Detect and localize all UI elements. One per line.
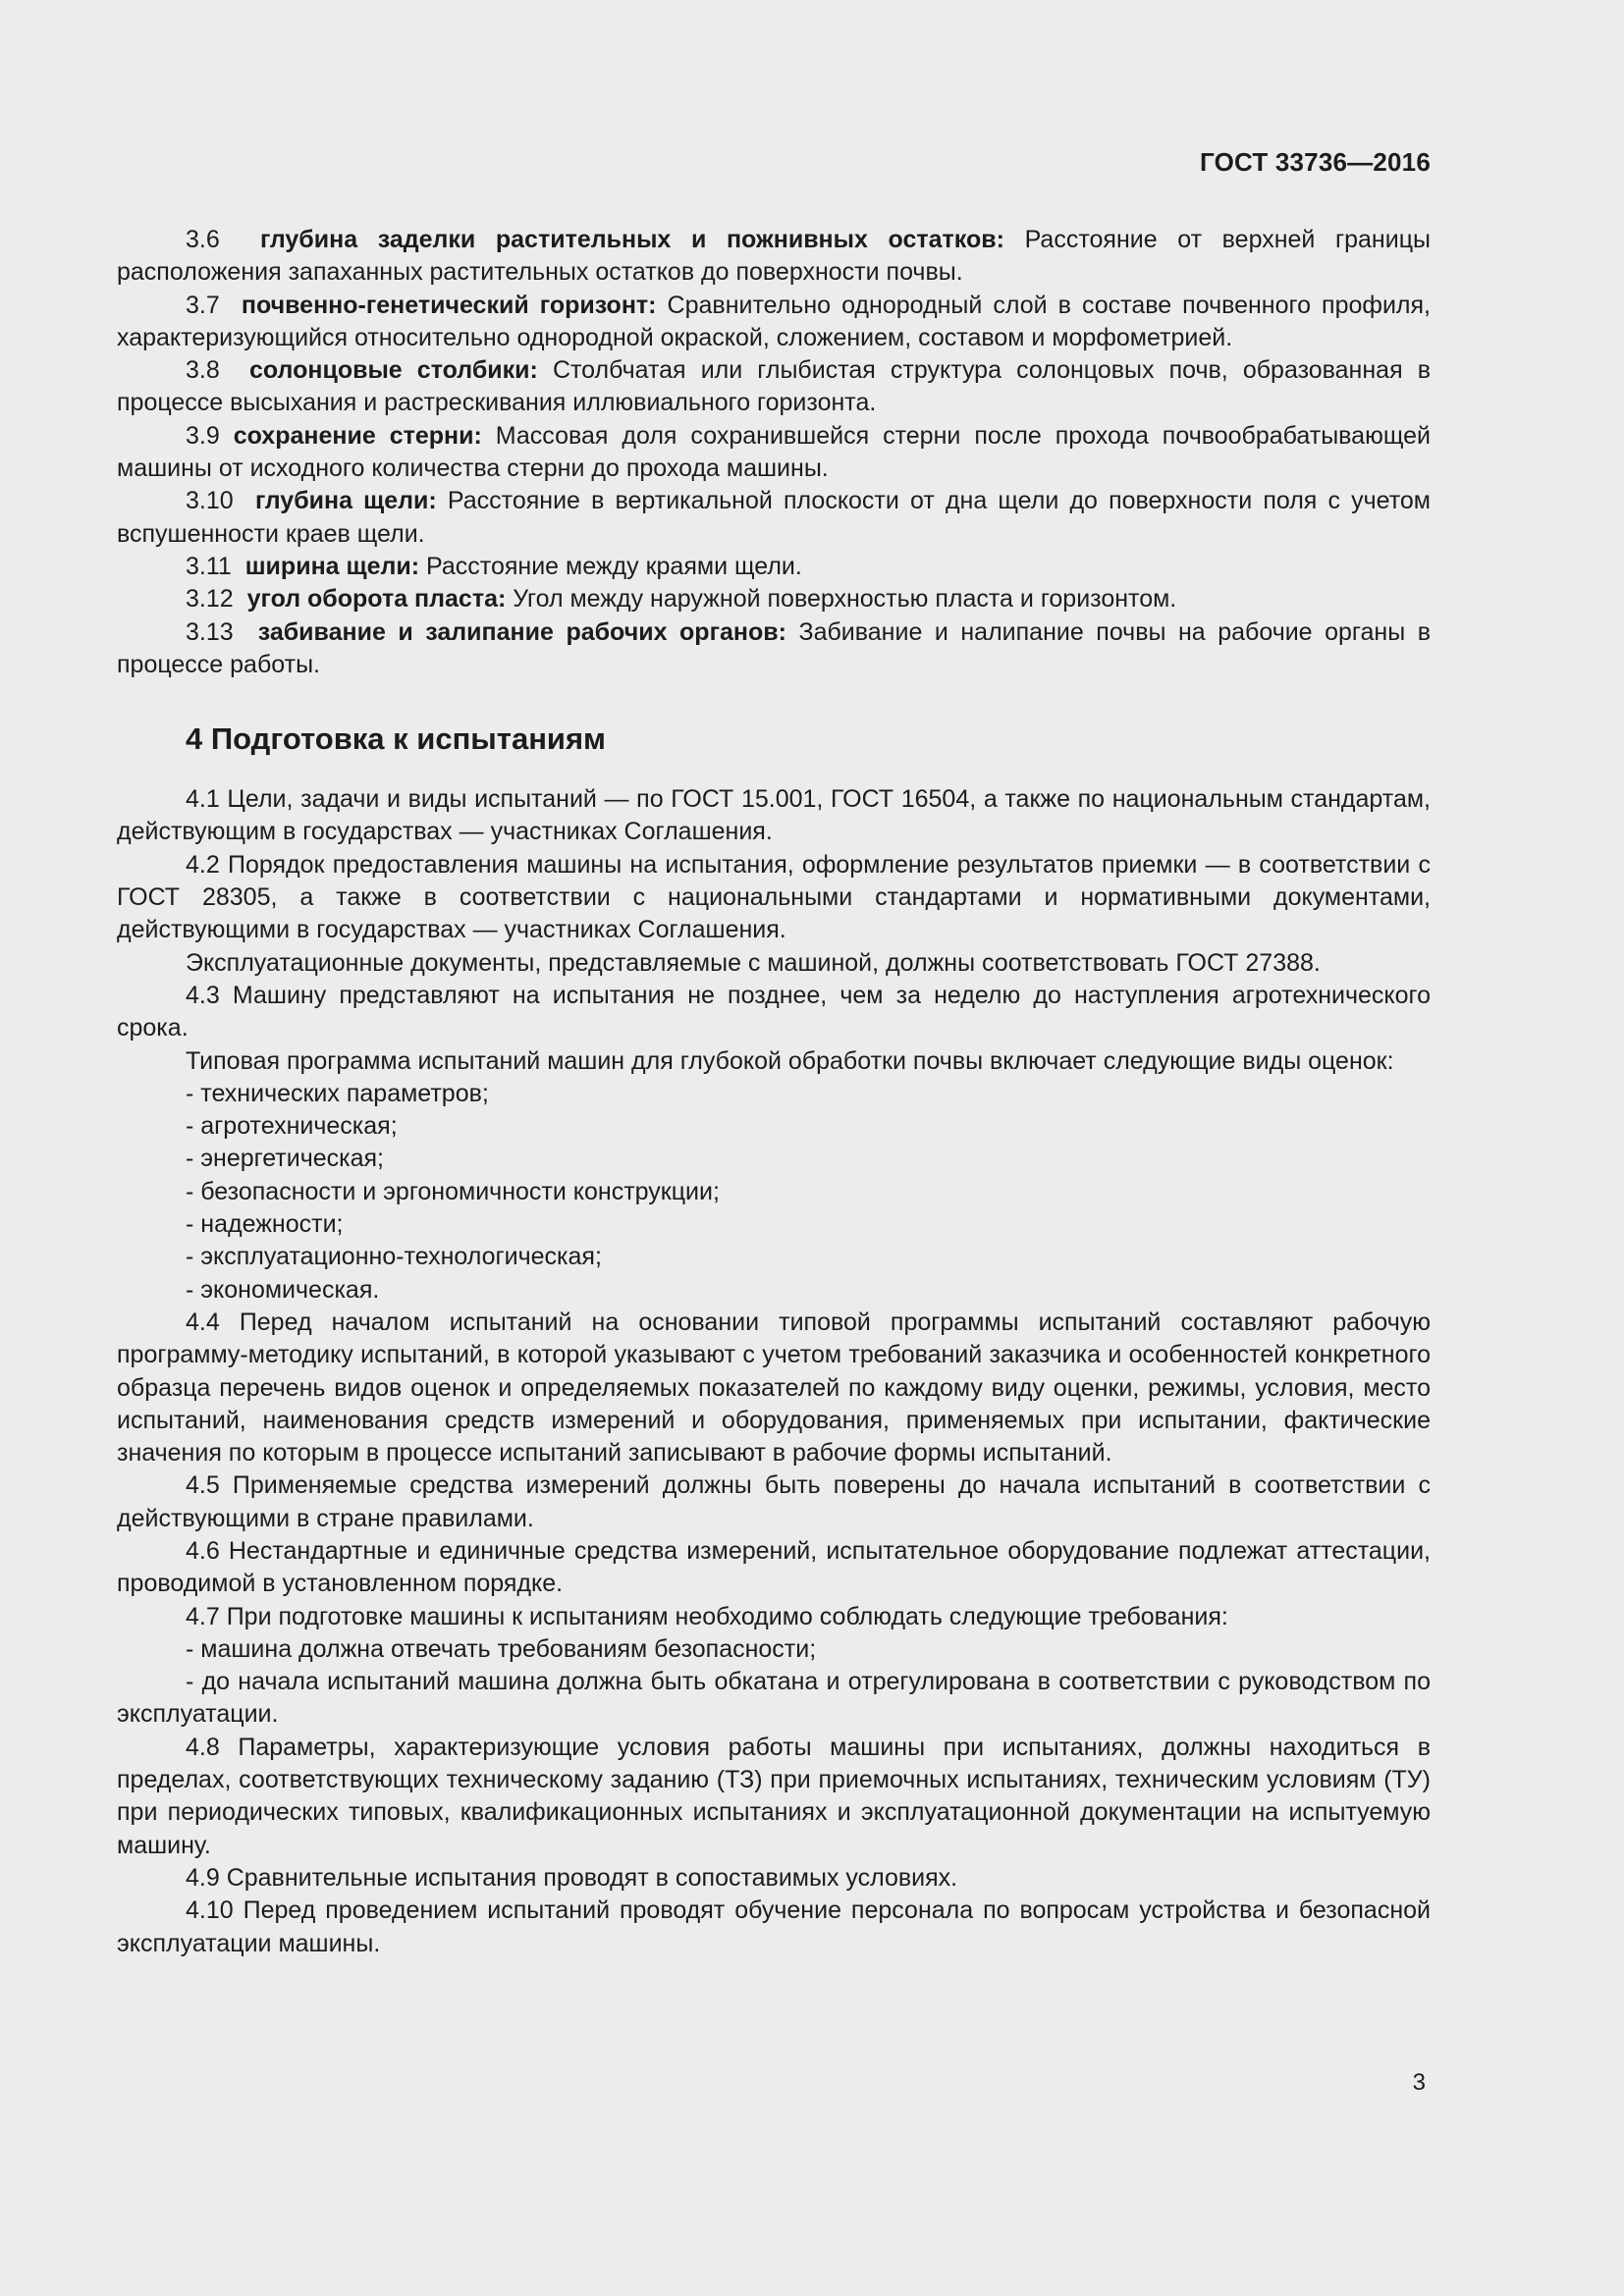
term-number: 3.9 xyxy=(186,421,220,450)
term-3-9 xyxy=(117,420,1431,486)
document-header-id: ГОСТ 33736—2016 xyxy=(1200,147,1431,177)
term-name: угол оборота пласта: xyxy=(246,585,507,614)
term-number: 3.11 xyxy=(186,552,232,580)
page-number: 3 xyxy=(1412,2069,1426,2096)
paragraph-4-2: 4.2 Порядок предоставления машины на испытания, оформление результатов приемки — в соответствии с ГОСТ 28305, а также в соответствии с национальными стандартами и нормативными документами, действующими в государствах — участниках Соглашения. xyxy=(117,850,1431,944)
list-item: - экономическая. xyxy=(186,1275,380,1304)
term-definition: Угол между наружной поверхностью пласта и горизонтом. xyxy=(513,585,1177,614)
term-number: 3.10 xyxy=(186,487,234,515)
term-definition: Забивание и налипание почвы на рабочие органы в процессе работы. xyxy=(117,617,1431,678)
paragraph-4-9: 4.9 Сравнительные испытания проводят в сопоставимых условиях. xyxy=(186,1863,958,1892)
term-number: 3.12 xyxy=(186,585,234,614)
term-number: 3.13 xyxy=(186,617,234,646)
term-name: почвенно-генетический горизонт: xyxy=(241,291,657,319)
list-item: - эксплуатационно-технологическая; xyxy=(186,1243,602,1271)
term-3-6 xyxy=(117,224,1431,290)
paragraph-4-10: 4.10 Перед проведением испытаний проводят обучение персонала по вопросам устройства и безопасной эксплуатации машины. xyxy=(117,1896,1431,1957)
paragraph-4-2-continued: Эксплуатационные документы, представляемые с машиной, должны соответствовать ГОСТ 27388. xyxy=(186,948,1321,977)
term-name: ширина щели: xyxy=(244,552,420,580)
term-number: 3.6 xyxy=(186,226,220,253)
paragraph-4-8: 4.8 Параметры, характеризующие условия работы машины при испытаниях, должны находиться в пределах, соответствующих техническому заданию (ТЗ) при приемочных испытаниях, техническим условиям (ТУ) при периодических типовых, квалификационных испытаниях и эксплуатационной документации на испытуемую машину. xyxy=(117,1733,1431,1859)
paragraph-4-3-continued: Типовая программа испытаний машин для глубокой обработки почвы включает следующие виды оценок: xyxy=(186,1046,1394,1075)
list-item: - технических параметров; xyxy=(186,1079,489,1107)
term-3-8 xyxy=(117,354,1431,420)
term-name: забивание и залипание рабочих органов: xyxy=(257,617,786,646)
term-name: глубина заделки растительных и пожнивных остатков: xyxy=(260,226,1004,253)
term-3-12 xyxy=(117,583,1431,615)
list-item: - надежности; xyxy=(186,1210,344,1239)
term-definition: Расстояние от верхней границы расположения запаханных растительных остатков до поверхности почвы. xyxy=(117,226,1431,287)
list-item: - безопасности и эргономичности конструкции; xyxy=(186,1177,720,1205)
term-3-10 xyxy=(117,485,1431,551)
term-number: 3.7 xyxy=(186,291,220,319)
list-item: - до начала испытаний машина должна быть обкатана и отрегулирована в соответствии с руководством по эксплуатации. xyxy=(117,1668,1431,1729)
list-item: - энергетическая; xyxy=(186,1145,385,1173)
term-definition: Сравнительно однородный слой в составе почвенного профиля, характеризующийся относительно однородной окраской, сложением, составом и морфометрией. xyxy=(117,291,1431,351)
term-definition: Расстояние между краями щели. xyxy=(426,552,802,580)
section-4-title: 4 Подготовка к испытаниям xyxy=(186,721,606,757)
term-definition: Расстояние в вертикальной плоскости от дна щели до поверхности поля с учетом вспушенности краев щели. xyxy=(117,487,1431,548)
term-definition: Массовая доля сохранившейся стерни после прохода почвообрабатывающей машины от исходного количества стерни до прохода машины. xyxy=(117,421,1431,483)
term-name: солонцовые столбики: xyxy=(248,356,538,385)
term-3-11 xyxy=(117,551,1431,583)
evaluation-types-list xyxy=(117,1078,1431,1307)
term-name: сохранение стерни: xyxy=(233,421,482,450)
paragraph-4-6: 4.6 Нестандартные и единичные средства измерений, испытательное оборудование подлежат аттестации, проводимой в установленном порядке. xyxy=(117,1536,1431,1598)
paragraph-4-7: 4.7 При подготовке машины к испытаниям необходимо соблюдать следующие требования: xyxy=(186,1602,1228,1630)
term-3-7 xyxy=(117,290,1431,355)
document-body xyxy=(117,224,1431,1960)
term-name: глубина щели: xyxy=(254,487,437,515)
paragraph-4-3: 4.3 Машину представляют на испытания не позднее, чем за неделю до наступления агротехнического срока. xyxy=(117,981,1431,1042)
list-item: - машина должна отвечать требованиям безопасности; xyxy=(186,1634,817,1663)
term-number: 3.8 xyxy=(186,356,220,385)
term-3-13 xyxy=(117,616,1431,682)
list-item: - агротехническая; xyxy=(186,1112,398,1141)
paragraph-4-5: 4.5 Применяемые средства измерений должны быть поверены до начала испытаний в соответствии с действующими в стране правилами. xyxy=(117,1471,1431,1532)
preparation-requirements-list xyxy=(117,1633,1431,1732)
paragraph-4-4: 4.4 Перед началом испытаний на основании типовой программы испытаний составляют рабочую программу-методику испытаний, в которой указывают с учетом требований заказчика и особенностей конкретного образца перечень видов оценок и определяемых показателей по каждому виду оценки, режимы, условия, место испытаний, наименования средств измерений и оборудования, применяемых при испытании, фактические значения по которым в процессе испытаний записывают в рабочие формы испытаний. xyxy=(117,1308,1431,1468)
paragraph-4-1: 4.1 Цели, задачи и виды испытаний — по ГОСТ 15.001, ГОСТ 16504, а также по национальным стандартам, действующим в государствах — участниках Соглашения. xyxy=(117,785,1431,846)
term-definition: Столбчатая или глыбистая структура солонцовых почв, образованная в процессе высыхания и растрескивания иллювиального горизонта. xyxy=(117,356,1431,417)
